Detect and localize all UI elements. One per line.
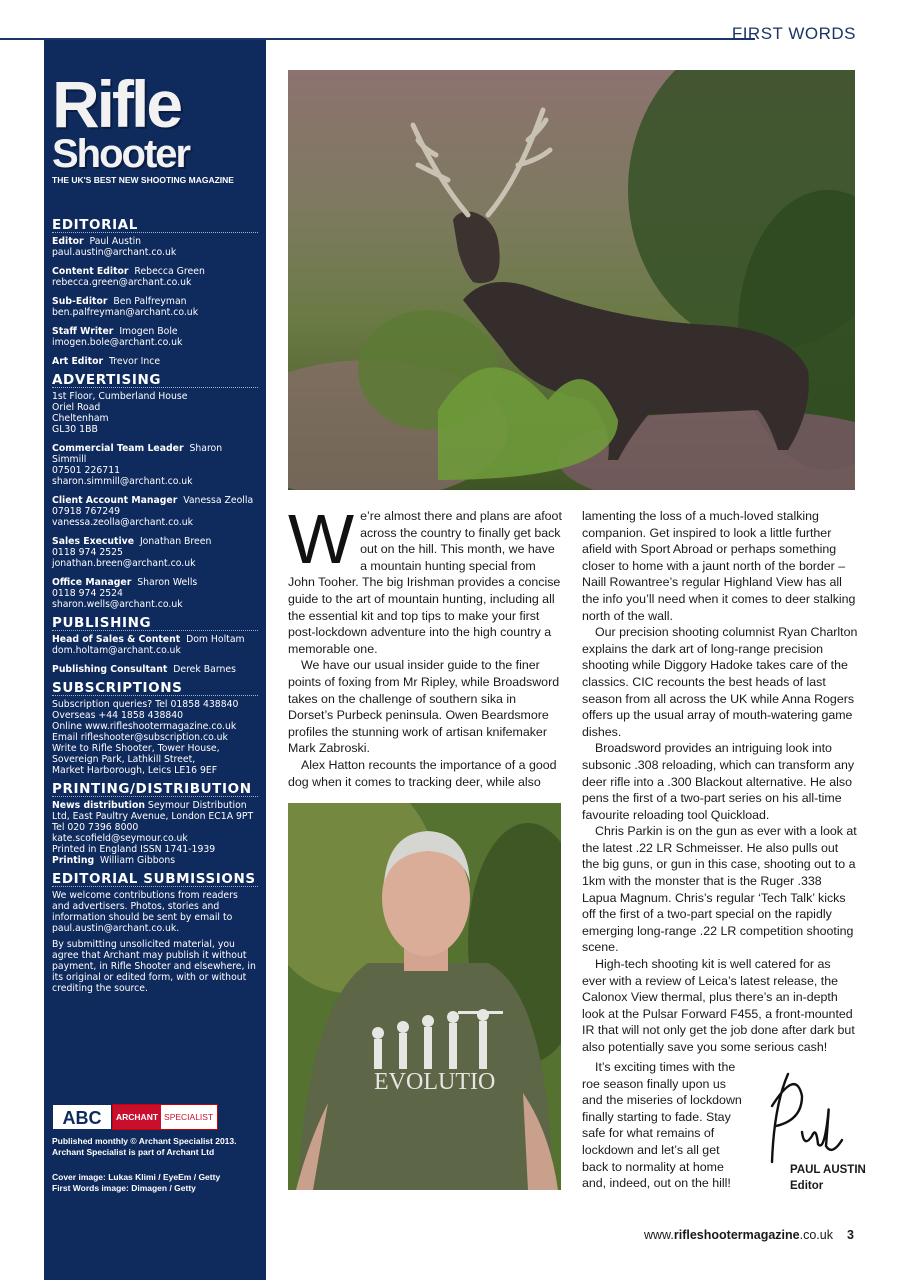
staff-entry [52, 296, 258, 318]
staff-role: Client Account Manager [52, 495, 178, 506]
staff-role: Sub-Editor [52, 296, 108, 307]
rifle-shooter-logo [52, 67, 262, 185]
printing-heading: PRINTING/DISTRIBUTION [52, 784, 258, 797]
staff-entry [52, 664, 258, 675]
sika-stag-photo [288, 70, 855, 490]
staff-name: Sharon Simmill [52, 443, 223, 465]
staff-email: vanessa.zeolla@archant.co.uk [52, 517, 193, 528]
signature-name: PAUL AUSTIN [790, 1164, 866, 1176]
staff-role: Art Editor [52, 356, 104, 367]
publishing-heading: PUBLISHING [52, 618, 258, 631]
masthead-sidebar [44, 40, 266, 1280]
publishing-note [52, 1136, 258, 1158]
address-line: Oriel Road [52, 402, 101, 413]
staff-email: sharon.wells@archant.co.uk [52, 599, 183, 610]
publishing-note-line: Archant Specialist is part of Archant Ltd [52, 1147, 215, 1157]
staff-name: Paul Austin [89, 236, 142, 247]
printing-line: kate.scofield@seymour.co.uk [52, 833, 188, 844]
staff-name: Trevor Ince [109, 356, 161, 367]
staff-entry [52, 356, 258, 367]
archant-specialist-logo [112, 1104, 218, 1130]
body-paragraph: Chris Parkin is on the gun as ever with a look at the latest .22 LR Schmeisser. He also pulls out the big guns, or gun in this case, shooting out to a 1km with the monster that is the Ruger .338 Lapua Magnum. Chris’s regular ‘Tech Talk’ kicks off the first of a two-part special on the rapidly emerging long-range .22 LR competition shooting scene. [582, 824, 857, 955]
publishing-note-line: Published monthly © Archant Specialist 2013. [52, 1136, 237, 1146]
printer [52, 855, 258, 866]
staff-phone: 0118 974 2524 [52, 588, 123, 599]
body-paragraph: lamenting the loss of a much-loved stalking companion. Get inspired to look a little further afield with Sport Abroad or perhaps something closer to home with a jaunt north of the border – Naill Rowantree’s regular Highland View has all the info you’ll need when it comes to deer stalking north of the wall. [582, 509, 856, 623]
news-distribution [52, 800, 258, 822]
staff-entry [52, 634, 258, 656]
subscription-line: Write to Rifle Shooter, Tower House, [52, 743, 220, 754]
closing-paragraph-block [582, 1059, 744, 1192]
body-paragraph: Broadsword provides an intriguing look into subsonic .308 reloading, which can transform any deer rifle into a .300 Blackout alternative. He also pens the first of a two-part series on his all-time favourite reloading tool Quickload. [582, 741, 855, 822]
editor-signature [762, 1066, 852, 1176]
printing-role: Printing [52, 855, 95, 866]
subscriptions-heading: SUBSCRIPTIONS [52, 683, 258, 696]
staff-name: Vanessa Zeolla [183, 495, 254, 506]
url-domain: rifleshootermagazine [673, 1228, 800, 1242]
article-column-2 [582, 508, 858, 1056]
page-number: 3 [847, 1228, 854, 1242]
logo-tagline: THE UK'S BEST NEW SHOOTING MAGAZINE [52, 175, 234, 185]
staff-name: Jonathan Breen [139, 536, 212, 547]
subscription-line: Market Harborough, Leics LE16 9EF [52, 765, 218, 776]
publisher-logos [52, 1104, 218, 1130]
submissions-paragraph: We welcome contributions from readers and advertisers. Photos, stories and information should be sent by email to paul.austin@archant.co.uk. [52, 890, 238, 934]
staff-role: Content Editor [52, 266, 129, 277]
logo-line-1: Rifle [52, 67, 181, 141]
advertising-address [52, 391, 258, 435]
staff-name: Dom Holtam [186, 634, 245, 645]
archant-logo-text: ARCHANT [113, 1105, 161, 1129]
staff-role: Editor [52, 236, 84, 247]
staff-role: Publishing Consultant [52, 664, 168, 675]
staff-name: Sharon Wells [137, 577, 198, 588]
footer-website [644, 1228, 833, 1242]
body-paragraph: We have our usual insider guide to the finer points of foxing from Mr Ripley, while Broadsword takes on the challenge of southern sika in Dorset’s Purbeck peninsula. Owen Beardsmore profiles the stunning work of artisan knifemaker Mark Zabroski. [288, 658, 560, 756]
staff-role: Sales Executive [52, 536, 135, 547]
staff-phone: 07918 767249 [52, 506, 121, 517]
drop-cap: W [288, 500, 355, 578]
address-line: GL30 1BB [52, 424, 98, 435]
closing-paragraph: It’s exciting times with the roe season finally upon us and the miseries of lockdown finally starting to fade. Stay safe for what remains of lockdown and let’s all get back to normality at home and, indeed, out on the hill! [582, 1060, 742, 1191]
printing-line: Printed in England ISSN 1741-1939 [52, 844, 216, 855]
staff-name: Derek Barnes [173, 664, 236, 675]
staff-role: Office Manager [52, 577, 132, 588]
abc-logo: ABC [52, 1104, 112, 1130]
image-credits [52, 1172, 258, 1194]
submissions-heading: EDITORIAL SUBMISSIONS [52, 874, 258, 887]
first-words-credit: First Words image: Dimagen / Getty [52, 1183, 196, 1193]
editorial-heading: EDITORIAL [52, 220, 258, 233]
staff-role: Commercial Team Leader [52, 443, 184, 454]
staff-email: sharon.simmill@archant.co.uk [52, 476, 193, 487]
url-prefix: www. [644, 1228, 674, 1242]
shirt-text: EVOLUTIO [374, 1069, 496, 1095]
article-column-1 [288, 500, 564, 790]
staff-entry [52, 495, 258, 528]
staff-entry [52, 536, 258, 569]
address-line: Cheltenham [52, 413, 109, 424]
body-paragraph: Our precision shooting columnist Ryan Charlton explains the dark art of long-range precision shooting while Diggory Hadoke takes care of the classics. CIC recounts the best heads of last season from all across the UK while Anna Rogers offers up the usual array of mouth-watering game dishes. [582, 625, 858, 739]
staff-email: ben.palfreyman@archant.co.uk [52, 307, 199, 318]
masthead-credits [52, 217, 258, 999]
subscriptions-info [52, 699, 258, 776]
printing-name: William Gibbons [100, 855, 176, 866]
logo-line-2: Shooter [52, 132, 190, 176]
news-text: Seymour Distribution Ltd, East Paultry Avenue, London EC1A 9PT [52, 800, 254, 822]
address-line: 1st Floor, Cumberland House [52, 391, 188, 402]
specialist-logo-text: SPECIALIST [164, 1112, 214, 1122]
url-suffix: .co.uk [799, 1228, 833, 1242]
staff-email: paul.austin@archant.co.uk [52, 247, 177, 258]
body-paragraph: High-tech shooting kit is well catered for as ever with a review of Leica’s latest release, the Calonox View thermal, plus there’s an in-depth look at the Pulsar Forward F455, a front-mounted IR that will not only get the job done after dark but also potentially save you some serious cash! [582, 957, 855, 1054]
staff-entry [52, 236, 258, 258]
staff-entry [52, 443, 258, 487]
staff-role: Staff Writer [52, 326, 114, 337]
printing-line: Tel 020 7396 8000 [52, 822, 139, 833]
staff-email: jonathan.breen@archant.co.uk [52, 558, 196, 569]
staff-phone: 07501 226711 [52, 465, 121, 476]
subscription-line: Overseas +44 1858 438840 [52, 710, 184, 721]
subscription-line: Email rifleshooter@subscription.co.uk [52, 732, 228, 743]
subscription-line: Online www.rifleshootermagazine.co.uk [52, 721, 237, 732]
editor-portrait-photo [288, 803, 561, 1190]
subscription-line: Sovereign Park, Lathkill Street, [52, 754, 196, 765]
body-paragraph: Alex Hatton recounts the importance of a good dog when it comes to tracking deer, while also [288, 757, 557, 789]
news-role: News distribution [52, 800, 145, 811]
staff-role: Head of Sales & Content [52, 634, 181, 645]
cover-credit: Cover image: Lukas Klimi / EyeEm / Getty [52, 1172, 221, 1182]
staff-email: dom.holtam@archant.co.uk [52, 645, 181, 656]
staff-entry [52, 326, 258, 348]
staff-entry [52, 577, 258, 610]
signature-title: Editor [790, 1180, 824, 1192]
advertising-heading: ADVERTISING [52, 375, 258, 388]
staff-name: Imogen Bole [119, 326, 178, 337]
submissions-disclaimer: By submitting unsolicited material, you agree that Archant may publish it without payment, in Rifle Shooter and elsewhere, in its original or edited form, with or without crediting the source. [52, 939, 256, 994]
intro-paragraph [288, 500, 564, 657]
section-label: FIRST WORDS [731, 24, 856, 43]
staff-name: Rebecca Green [134, 266, 205, 277]
staff-phone: 0118 974 2525 [52, 547, 123, 558]
staff-entry [52, 266, 258, 288]
subscription-line: Subscription queries? Tel 01858 438840 [52, 699, 239, 710]
staff-name: Ben Palfreyman [113, 296, 187, 307]
staff-email: rebecca.green@archant.co.uk [52, 277, 192, 288]
staff-email: imogen.bole@archant.co.uk [52, 337, 183, 348]
printing-info [52, 800, 258, 866]
intro-text: e’re almost there and plans are afoot across the country to finally get back out on the hill. This month, we have a mountain hunting special from John Tooher. The big Irishman provides a concise guide to the art of mountain hunting, including all the essential kit and top tips to make your first post-lockdown adventure into the high country a memorable one. [288, 509, 562, 656]
